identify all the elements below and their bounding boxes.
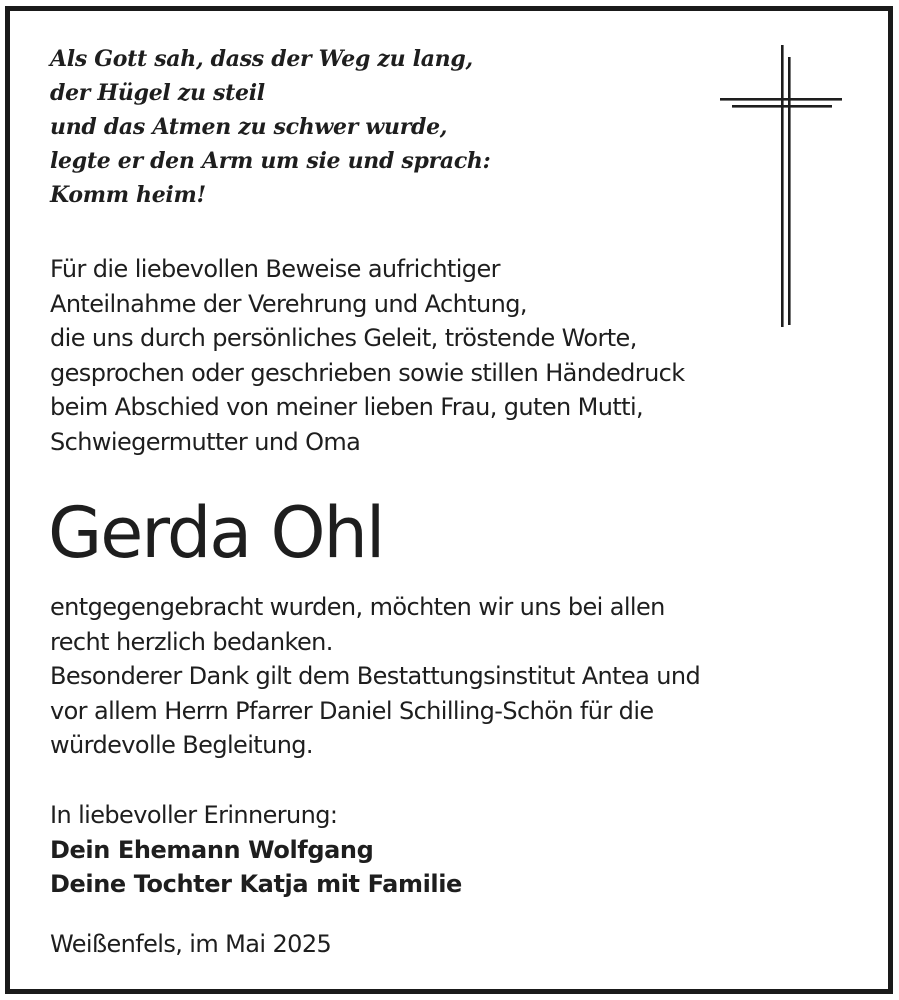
signature-intro: In liebevoller Erinnerung:	[50, 801, 338, 829]
poem	[50, 42, 490, 212]
text-line: entgegengebracht wurden, möchten wir uns bei allen	[50, 593, 665, 621]
text-line: Für die liebevollen Beweise aufrichtiger	[50, 255, 500, 283]
signature-block	[50, 798, 462, 902]
mourner-name: Dein Ehemann Wolfgang	[50, 835, 374, 864]
mourner-name: Deine Tochter Katja mit Familie	[50, 870, 462, 898]
place-date: Weißenfels, im Mai 2025	[50, 930, 332, 958]
thanks-intro	[50, 252, 685, 459]
poem-line: Als Gott sah, dass der Weg zu lang,	[50, 46, 473, 72]
text-line: vor allem Herrn Pfarrer Daniel Schilling-Schön für die	[50, 696, 654, 725]
poem-line: Komm heim!	[50, 182, 206, 208]
text-line: gesprochen oder geschrieben sowie stillen Händedruck	[50, 358, 685, 387]
text-line: Schwiegermutter und Oma	[50, 427, 361, 456]
poem-line: der Hügel zu steil	[50, 80, 265, 106]
poem-line: legte er den Arm um sie und sprach:	[50, 148, 491, 174]
text-line: die uns durch persönliches Geleit, tröstende Worte,	[50, 324, 637, 352]
text-line: Besonderer Dank gilt dem Bestattungsinstitut Antea und	[50, 662, 701, 690]
text-line: recht herzlich bedanken.	[50, 627, 333, 656]
text-line: würdevolle Begleitung.	[50, 731, 313, 759]
deceased-name: Gerda Ohl	[48, 492, 384, 574]
thanks-body	[50, 590, 700, 763]
text-line: beim Abschied von meiner lieben Frau, guten Mutti,	[50, 393, 644, 421]
poem-line: und das Atmen zu schwer wurde,	[50, 114, 448, 140]
double-line-cross-icon	[718, 45, 844, 327]
text-line: Anteilnahme der Verehrung und Achtung,	[50, 289, 527, 318]
